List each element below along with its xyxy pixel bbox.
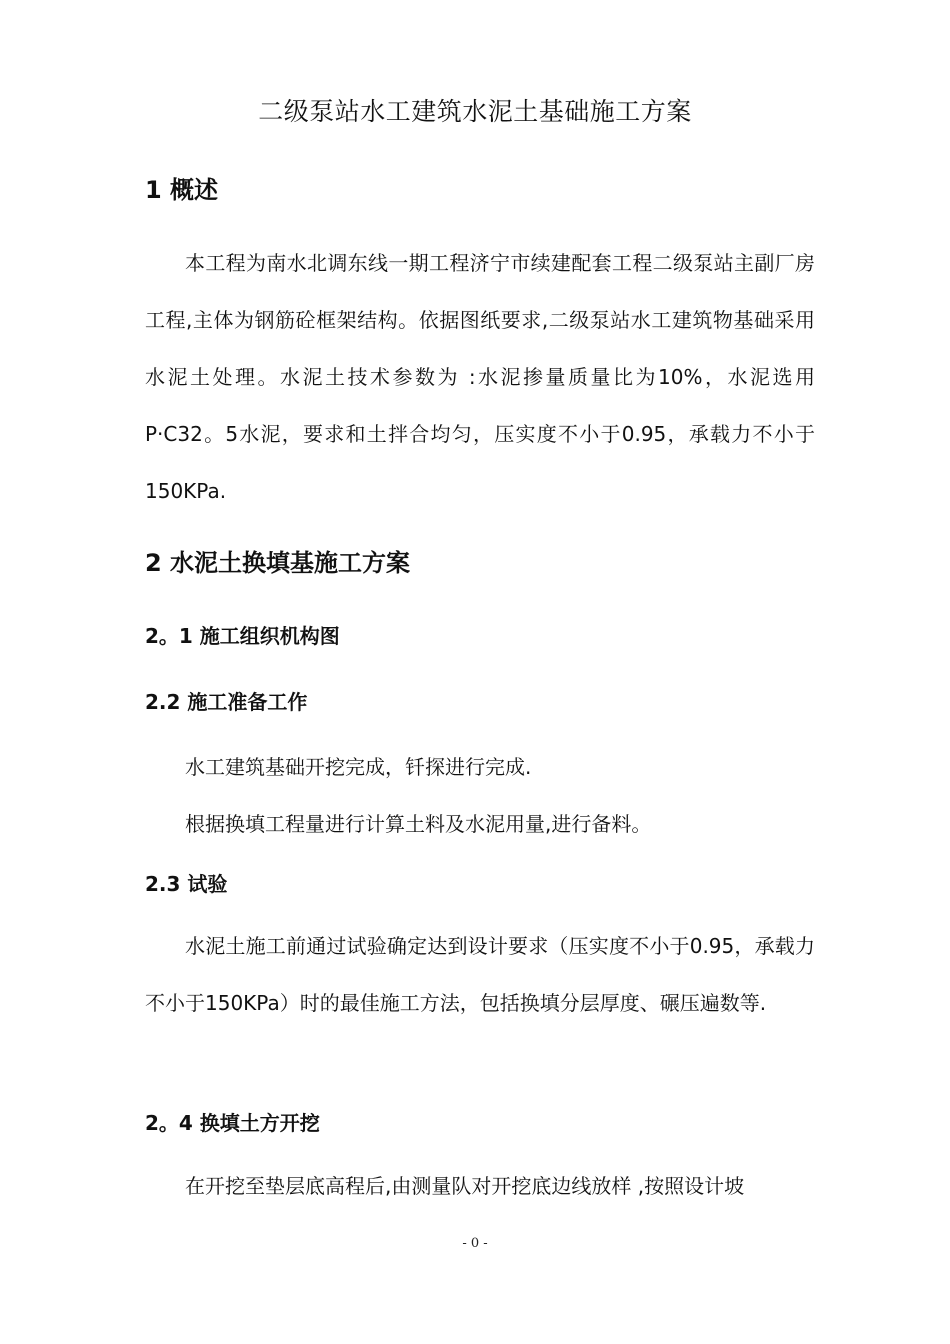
section-2-4-heading: 2。4 换填土方开挖 <box>145 1111 320 1135</box>
section-2-2-paragraph-1: 水工建筑基础开挖完成，钎探进行完成. <box>185 755 532 779</box>
section-1-heading: 1 概述 <box>145 176 219 204</box>
section-2-4-paragraph: 在开挖至垫层底高程后,由测量队对开挖底边线放样 ,按照设计坡 <box>185 1174 745 1198</box>
document-title: 二级泵站水工建筑水泥土基础施工方案 <box>258 97 692 126</box>
section-2-3-heading: 2.3 试验 <box>145 872 228 896</box>
section-2-2-paragraph-2: 根据换填工程量进行计算土料及水泥用量,进行备料。 <box>185 812 652 836</box>
section-2-2-heading: 2.2 施工准备工作 <box>145 690 308 714</box>
section-2-1-heading: 2。1 施工组织机构图 <box>145 624 340 648</box>
section-2-3-paragraph: 水泥土施工前通过试验确定达到设计要求（压实度不小于0.95，承载力不小于150KPa）时的最佳施工方法，包括换填分层厚度、碾压遍数等. <box>145 934 815 1015</box>
section-2-heading: 2 水泥土换填基施工方案 <box>145 549 411 577</box>
page-number: - 0 - <box>462 1236 488 1251</box>
section-1-paragraph: 本工程为南水北调东线一期工程济宁市续建配套工程二级泵站主副厂房工程,主体为钢筋砼框架结构。依据图纸要求,二级泵站水工建筑物基础采用水泥土处理。水泥土技术参数为 :水泥掺量质量比为10%，水泥选用P·C32。5水泥，要求和土拌合均匀，压实度不小于0.95，承载力不小于150KPa. <box>145 251 815 503</box>
